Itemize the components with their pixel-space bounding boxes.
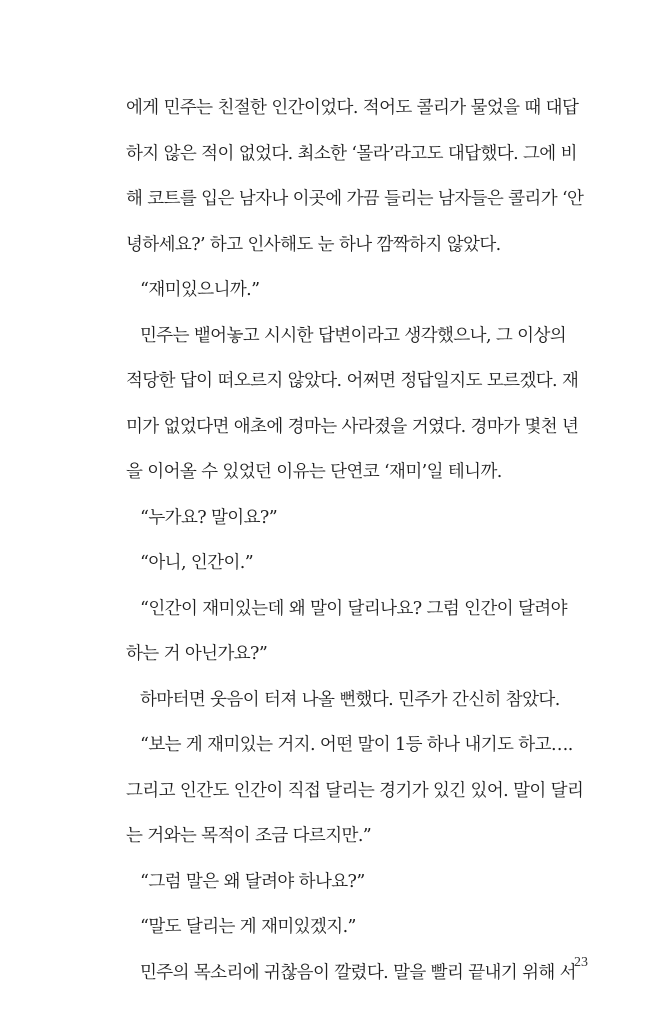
text-line: 해 코트를 입은 남자나 이곳에 가끔 들리는 남자들은 콜리가 ‘안: [126, 189, 584, 209]
text-line: “누가요? 말이요?”: [140, 507, 278, 528]
text-line: 적당한 답이 떠오르지 않았다. 어쩌면 정답일지도 모르겠다. 재: [126, 371, 579, 391]
text-line: 을 이어올 수 있었던 이유는 단연코 ‘재미’일 테니까.: [126, 462, 502, 482]
text-line: “그럼 말은 왜 달려야 하나요?”: [140, 871, 365, 892]
text-line: “말도 달리는 게 재미있겠지.”: [140, 917, 356, 937]
text-line: “재미있으니까.”: [140, 280, 260, 300]
text-line: 녕하세요?’ 하고 인사해도 눈 하나 깜짝하지 않았다.: [126, 234, 501, 255]
text-line: 민주의 목소리에 귀찮음이 깔렸다. 말을 빨리 끝내기 위해 서: [140, 962, 576, 983]
text-line: 는 거와는 목적이 조금 다르지만.”: [126, 826, 372, 846]
text-line: 민주는 뱉어놓고 시시한 답변이라고 생각했으나, 그 이상의: [140, 325, 567, 346]
text-line: 하는 거 아닌가요?”: [126, 644, 268, 664]
text-line: “인간이 재미있는데 왜 말이 달리나요? 그럼 인간이 달려야: [140, 598, 567, 619]
page-number: 23: [574, 955, 588, 970]
text-line: 그리고 인간도 인간이 직접 달리는 경기가 있긴 있어. 말이 달리: [126, 780, 584, 801]
text-line: 하마터면 웃음이 터져 나올 뻔했다. 민주가 간신히 참았다.: [140, 689, 560, 710]
text-line: 하지 않은 적이 없었다. 최소한 ‘몰라’라고도 대답했다. 그에 비: [126, 143, 577, 164]
text-line: 미가 없었다면 애초에 경마는 사라졌을 거였다. 경마가 몇천 년: [126, 416, 579, 437]
text-line: 에게 민주는 친절한 인간이었다. 적어도 콜리가 물었을 때 대답: [126, 98, 579, 118]
body-text: [126, 86, 604, 996]
text-line: “보는 게 재미있는 거지. 어떤 말이 1등 하나 내기도 하고….: [140, 735, 573, 755]
text-line: “아니, 인간이.”: [140, 553, 254, 573]
